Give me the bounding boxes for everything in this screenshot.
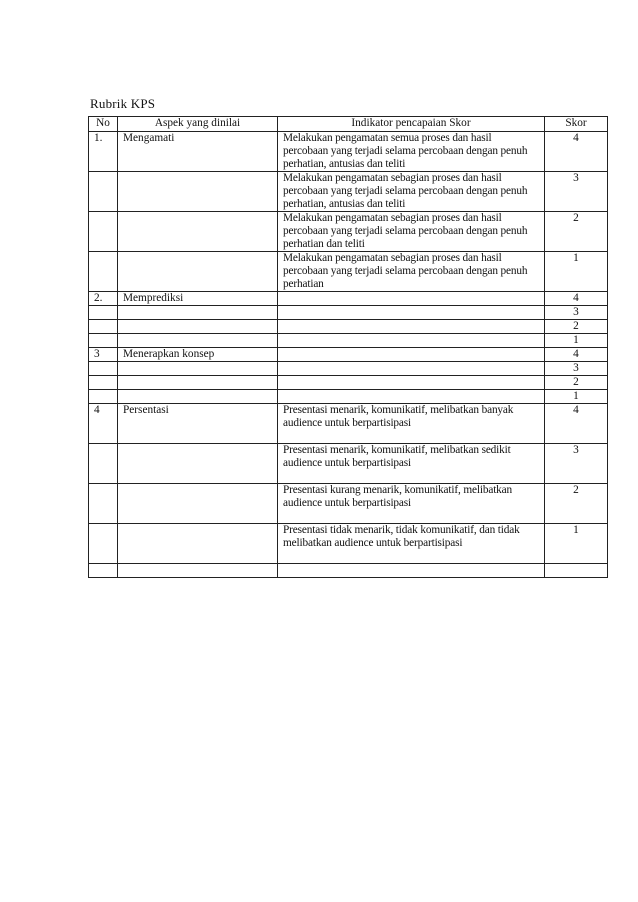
- cell-skor: 3: [545, 362, 608, 376]
- table-row: [89, 564, 608, 578]
- table-header-row: [89, 117, 608, 132]
- table-row: [89, 524, 608, 564]
- cell-aspek: [118, 362, 278, 376]
- rubric-body: [89, 132, 608, 578]
- cell-no: [89, 390, 118, 404]
- cell-indikator: Melakukan pengamatan sebagian proses dan hasil percobaan yang terjadi selama percobaan dengan penuh perhatian, antusias dan teliti: [278, 172, 545, 212]
- header-skor: Skor: [545, 117, 608, 132]
- cell-no: [89, 320, 118, 334]
- cell-aspek: [118, 334, 278, 348]
- cell-skor: 4: [545, 404, 608, 444]
- table-row: [89, 252, 608, 292]
- cell-aspek: Memprediksi: [118, 292, 278, 306]
- table-row: [89, 172, 608, 212]
- cell-skor: 3: [545, 172, 608, 212]
- table-row: [89, 348, 608, 362]
- cell-aspek: [118, 390, 278, 404]
- cell-indikator: [278, 376, 545, 390]
- cell-indikator: Presentasi menarik, komunikatif, melibatkan sedikit audience untuk berpartisipasi: [278, 444, 545, 484]
- rubric-table: [88, 116, 608, 578]
- cell-no: 1.: [89, 132, 118, 172]
- table-row: [89, 320, 608, 334]
- cell-no: [89, 444, 118, 484]
- cell-no: [89, 484, 118, 524]
- document-title: Rubrik KPS: [90, 96, 156, 111]
- cell-indikator: [278, 564, 545, 578]
- cell-skor: 3: [545, 306, 608, 320]
- cell-skor: 1: [545, 334, 608, 348]
- table-row: [89, 404, 608, 444]
- header-aspek: Aspek yang dinilai: [118, 117, 278, 132]
- cell-indikator: [278, 348, 545, 362]
- cell-no: [89, 524, 118, 564]
- table-row: [89, 292, 608, 306]
- cell-skor: 2: [545, 320, 608, 334]
- cell-aspek: [118, 376, 278, 390]
- table-row: [89, 390, 608, 404]
- cell-skor: 3: [545, 444, 608, 484]
- cell-aspek: [118, 320, 278, 334]
- cell-no: 2.: [89, 292, 118, 306]
- cell-no: [89, 564, 118, 578]
- cell-aspek: [118, 444, 278, 484]
- cell-indikator: Presentasi menarik, komunikatif, melibatkan banyak audience untuk berpartisipasi: [278, 404, 545, 444]
- cell-no: [89, 306, 118, 320]
- cell-aspek: [118, 524, 278, 564]
- cell-skor: [545, 564, 608, 578]
- cell-indikator: [278, 334, 545, 348]
- cell-aspek: [118, 306, 278, 320]
- cell-aspek: [118, 172, 278, 212]
- table-row: [89, 212, 608, 252]
- cell-no: [89, 334, 118, 348]
- cell-skor: 2: [545, 484, 608, 524]
- table-row: [89, 484, 608, 524]
- table-row: [89, 362, 608, 376]
- cell-indikator: [278, 306, 545, 320]
- cell-indikator: Melakukan pengamatan semua proses dan hasil percobaan yang terjadi selama percobaan dengan penuh perhatian, antusias dan teliti: [278, 132, 545, 172]
- cell-aspek: Persentasi: [118, 404, 278, 444]
- cell-aspek: [118, 212, 278, 252]
- cell-indikator: Melakukan pengamatan sebagian proses dan hasil percobaan yang terjadi selama percobaan dengan penuh perhatian: [278, 252, 545, 292]
- cell-no: [89, 252, 118, 292]
- cell-indikator: Melakukan pengamatan sebagian proses dan hasil percobaan yang terjadi selama percobaan dengan penuh perhatian dan teliti: [278, 212, 545, 252]
- table-row: [89, 334, 608, 348]
- cell-no: [89, 212, 118, 252]
- cell-indikator: [278, 390, 545, 404]
- cell-aspek: [118, 252, 278, 292]
- table-row: [89, 376, 608, 390]
- cell-skor: 1: [545, 524, 608, 564]
- table-row: [89, 444, 608, 484]
- cell-no: 3: [89, 348, 118, 362]
- cell-skor: 4: [545, 132, 608, 172]
- cell-indikator: Presentasi kurang menarik, komunikatif, melibatkan audience untuk berpartisipasi: [278, 484, 545, 524]
- cell-skor: 2: [545, 212, 608, 252]
- cell-aspek: [118, 564, 278, 578]
- cell-indikator: Presentasi tidak menarik, tidak komunikatif, dan tidak melibatkan audience untuk berpartisipasi: [278, 524, 545, 564]
- cell-skor: 4: [545, 292, 608, 306]
- cell-no: [89, 172, 118, 212]
- cell-aspek: Menerapkan konsep: [118, 348, 278, 362]
- cell-indikator: [278, 292, 545, 306]
- header-no: No: [89, 117, 118, 132]
- cell-no: 4: [89, 404, 118, 444]
- cell-indikator: [278, 362, 545, 376]
- cell-no: [89, 362, 118, 376]
- table-row: [89, 132, 608, 172]
- cell-skor: 2: [545, 376, 608, 390]
- cell-skor: 1: [545, 390, 608, 404]
- cell-skor: 4: [545, 348, 608, 362]
- cell-indikator: [278, 320, 545, 334]
- cell-no: [89, 376, 118, 390]
- cell-aspek: Mengamati: [118, 132, 278, 172]
- header-indikator: Indikator pencapaian Skor: [278, 117, 545, 132]
- cell-aspek: [118, 484, 278, 524]
- cell-skor: 1: [545, 252, 608, 292]
- table-row: [89, 306, 608, 320]
